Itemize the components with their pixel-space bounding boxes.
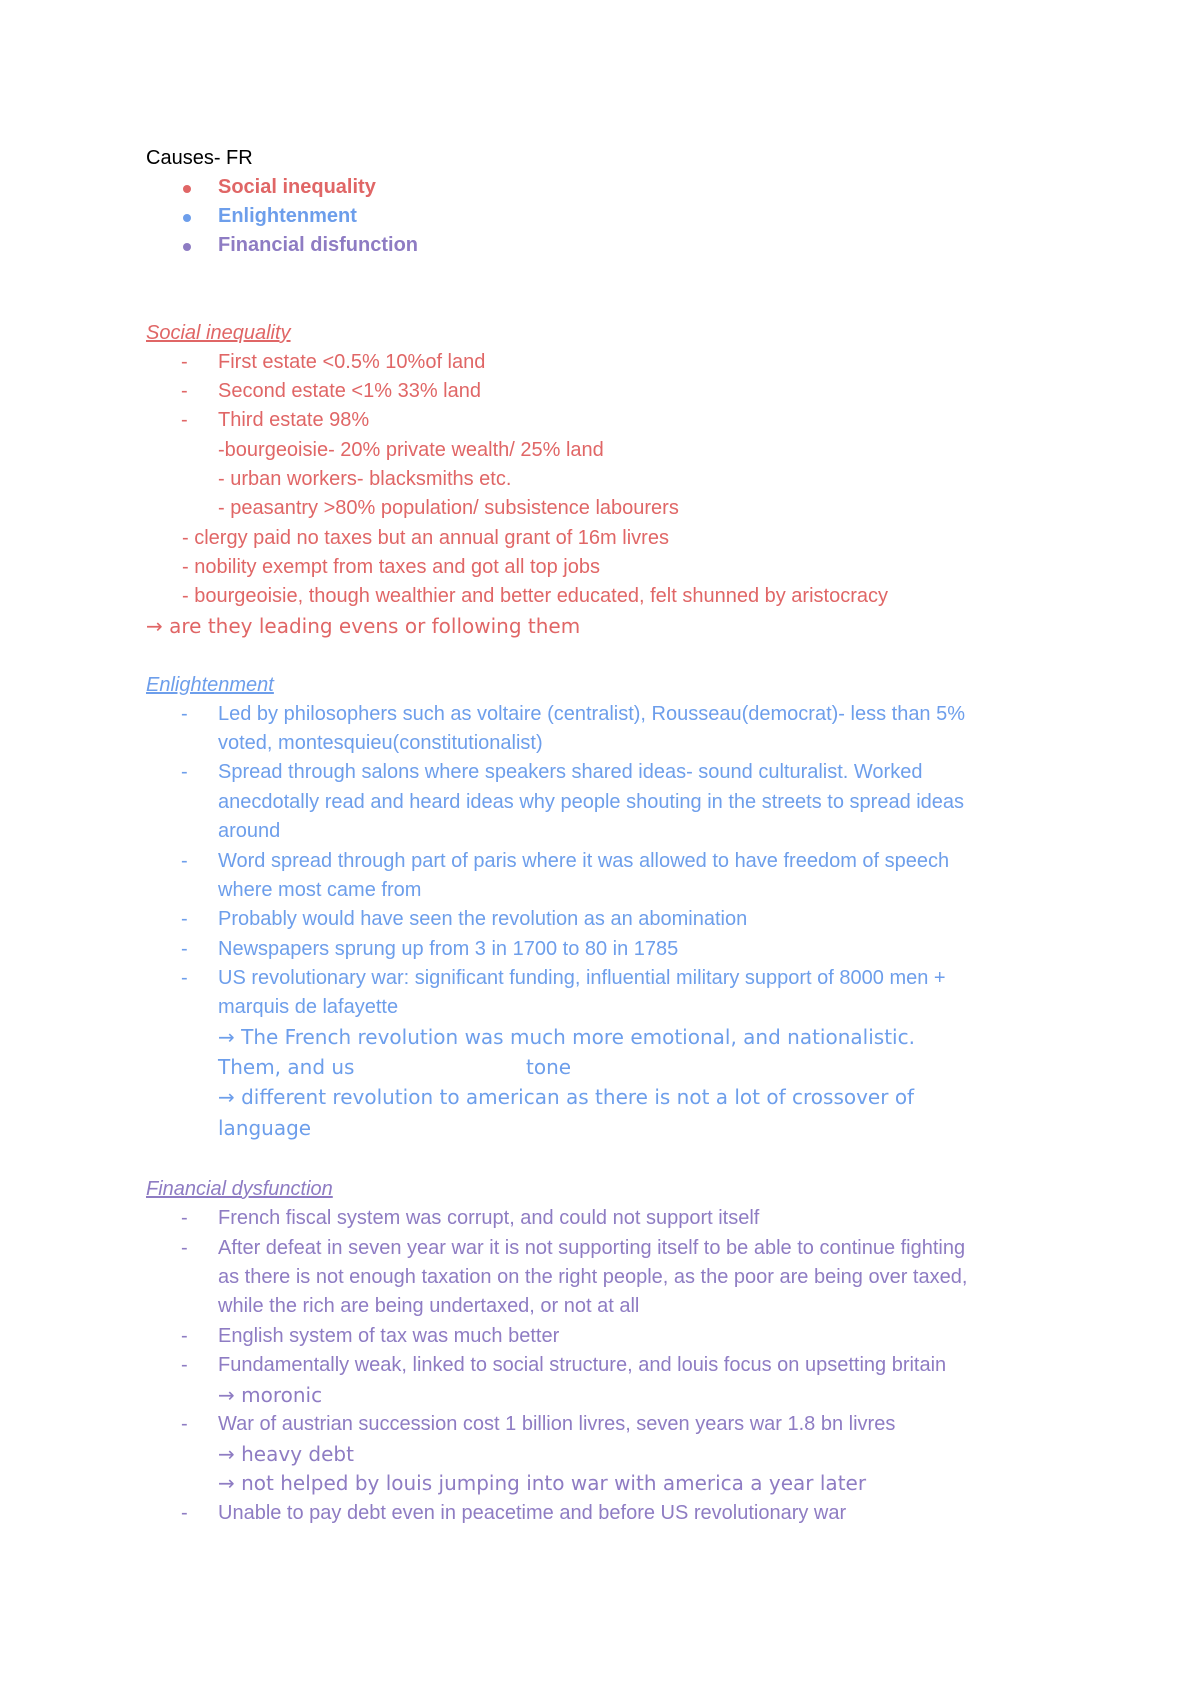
enlightenment-item-cont: voted, montesquieu(constitutionalist) [218, 732, 543, 754]
enlightenment-arrow-note: tone [526, 1055, 572, 1079]
social-item: First estate <0.5% 10%of land [218, 351, 486, 373]
financial-item-cont: while the rich are being undertaxed, or not at all [218, 1295, 640, 1317]
dash: - [181, 761, 188, 783]
dash: - [181, 938, 188, 960]
dash: - [181, 703, 188, 725]
enlightenment-heading: Enlightenment [146, 674, 274, 696]
enlightenment-item-cont: around [218, 820, 281, 842]
enlightenment-item-cont: anecdotally read and heard ideas why people shouting in the streets to spread ideas [218, 791, 965, 813]
financial-item: Unable to pay debt even in peacetime and before US revolutionary war [218, 1502, 847, 1524]
financial-arrow-note: → not helped by louis jumping into war with america a year later [218, 1471, 867, 1495]
financial-heading: Financial dysfunction [146, 1178, 333, 1200]
financial-item-cont: as there is not enough taxation on the right people, as the poor are being over taxed, [218, 1266, 968, 1288]
enlightenment-item: Newspapers sprung up from 3 in 1700 to 80 in 1785 [218, 938, 679, 960]
dash: - [181, 380, 188, 402]
cause-financial: Financial disfunction [218, 234, 419, 256]
social-arrow-note: → are they leading evens or following them [146, 614, 581, 638]
social-note: - nobility exempt from taxes and got all top jobs [182, 556, 600, 578]
dash: - [181, 908, 188, 930]
financial-arrow-note: → heavy debt [218, 1442, 354, 1466]
enlightenment-arrow-note: → The French revolution was much more emotional, and nationalistic. [218, 1025, 915, 1049]
enlightenment-item-cont: where most came from [218, 879, 422, 901]
enlightenment-arrow-note: Them, and us [218, 1055, 355, 1079]
enlightenment-arrow-note: → different revolution to american as there is not a lot of crossover of [218, 1085, 915, 1109]
enlightenment-item: Word spread through part of paris where it was allowed to have freedom of speech [218, 850, 950, 872]
bullet-icon [183, 243, 191, 251]
dash: - [181, 1413, 188, 1435]
social-subitem: -bourgeoisie- 20% private wealth/ 25% land [218, 439, 604, 461]
cause-enlightenment: Enlightenment [218, 205, 357, 227]
enlightenment-item-cont: marquis de lafayette [218, 996, 399, 1018]
enlightenment-item: US revolutionary war: significant funding, influential military support of 8000 men + [218, 967, 946, 989]
enlightenment-item: Probably would have seen the revolution as an abomination [218, 908, 748, 930]
dash: - [181, 409, 188, 431]
dash: - [181, 1237, 188, 1259]
social-note: - clergy paid no taxes but an annual grant of 16m livres [182, 527, 669, 549]
financial-item: French fiscal system was corrupt, and could not support itself [218, 1207, 760, 1229]
financial-item: After defeat in seven year war it is not supporting itself to be able to continue fighting [218, 1237, 966, 1259]
social-item: Third estate 98% [218, 409, 370, 431]
enlightenment-item: Spread through salons where speakers shared ideas- sound culturalist. Worked [218, 761, 923, 783]
social-item: Second estate <1% 33% land [218, 380, 481, 402]
dash: - [181, 1325, 188, 1347]
financial-item: English system of tax was much better [218, 1325, 560, 1347]
financial-item: War of austrian succession cost 1 billion livres, seven years war 1.8 bn livres [218, 1413, 896, 1435]
dash: - [181, 850, 188, 872]
dash: - [181, 967, 188, 989]
social-note: - bourgeoisie, though wealthier and better educated, felt shunned by aristocracy [182, 585, 888, 607]
cause-social: Social inequality [218, 176, 376, 198]
dash: - [181, 1502, 188, 1524]
financial-arrow-note: → moronic [218, 1383, 323, 1407]
financial-item: Fundamentally weak, linked to social structure, and louis focus on upsetting britain [218, 1354, 947, 1376]
social-subitem: - urban workers- blacksmiths etc. [218, 468, 512, 490]
social-subitem: - peasantry >80% population/ subsistence labourers [218, 497, 679, 519]
enlightenment-item: Led by philosophers such as voltaire (centralist), Rousseau(democrat)- less than 5% [218, 703, 966, 725]
dash: - [181, 1354, 188, 1376]
bullet-icon [183, 185, 191, 193]
social-heading: Social inequality [146, 322, 291, 344]
bullet-icon [183, 214, 191, 222]
dash: - [181, 351, 188, 373]
page-title: Causes- FR [146, 147, 253, 169]
enlightenment-arrow-note: language [218, 1116, 312, 1140]
dash: - [181, 1207, 188, 1229]
